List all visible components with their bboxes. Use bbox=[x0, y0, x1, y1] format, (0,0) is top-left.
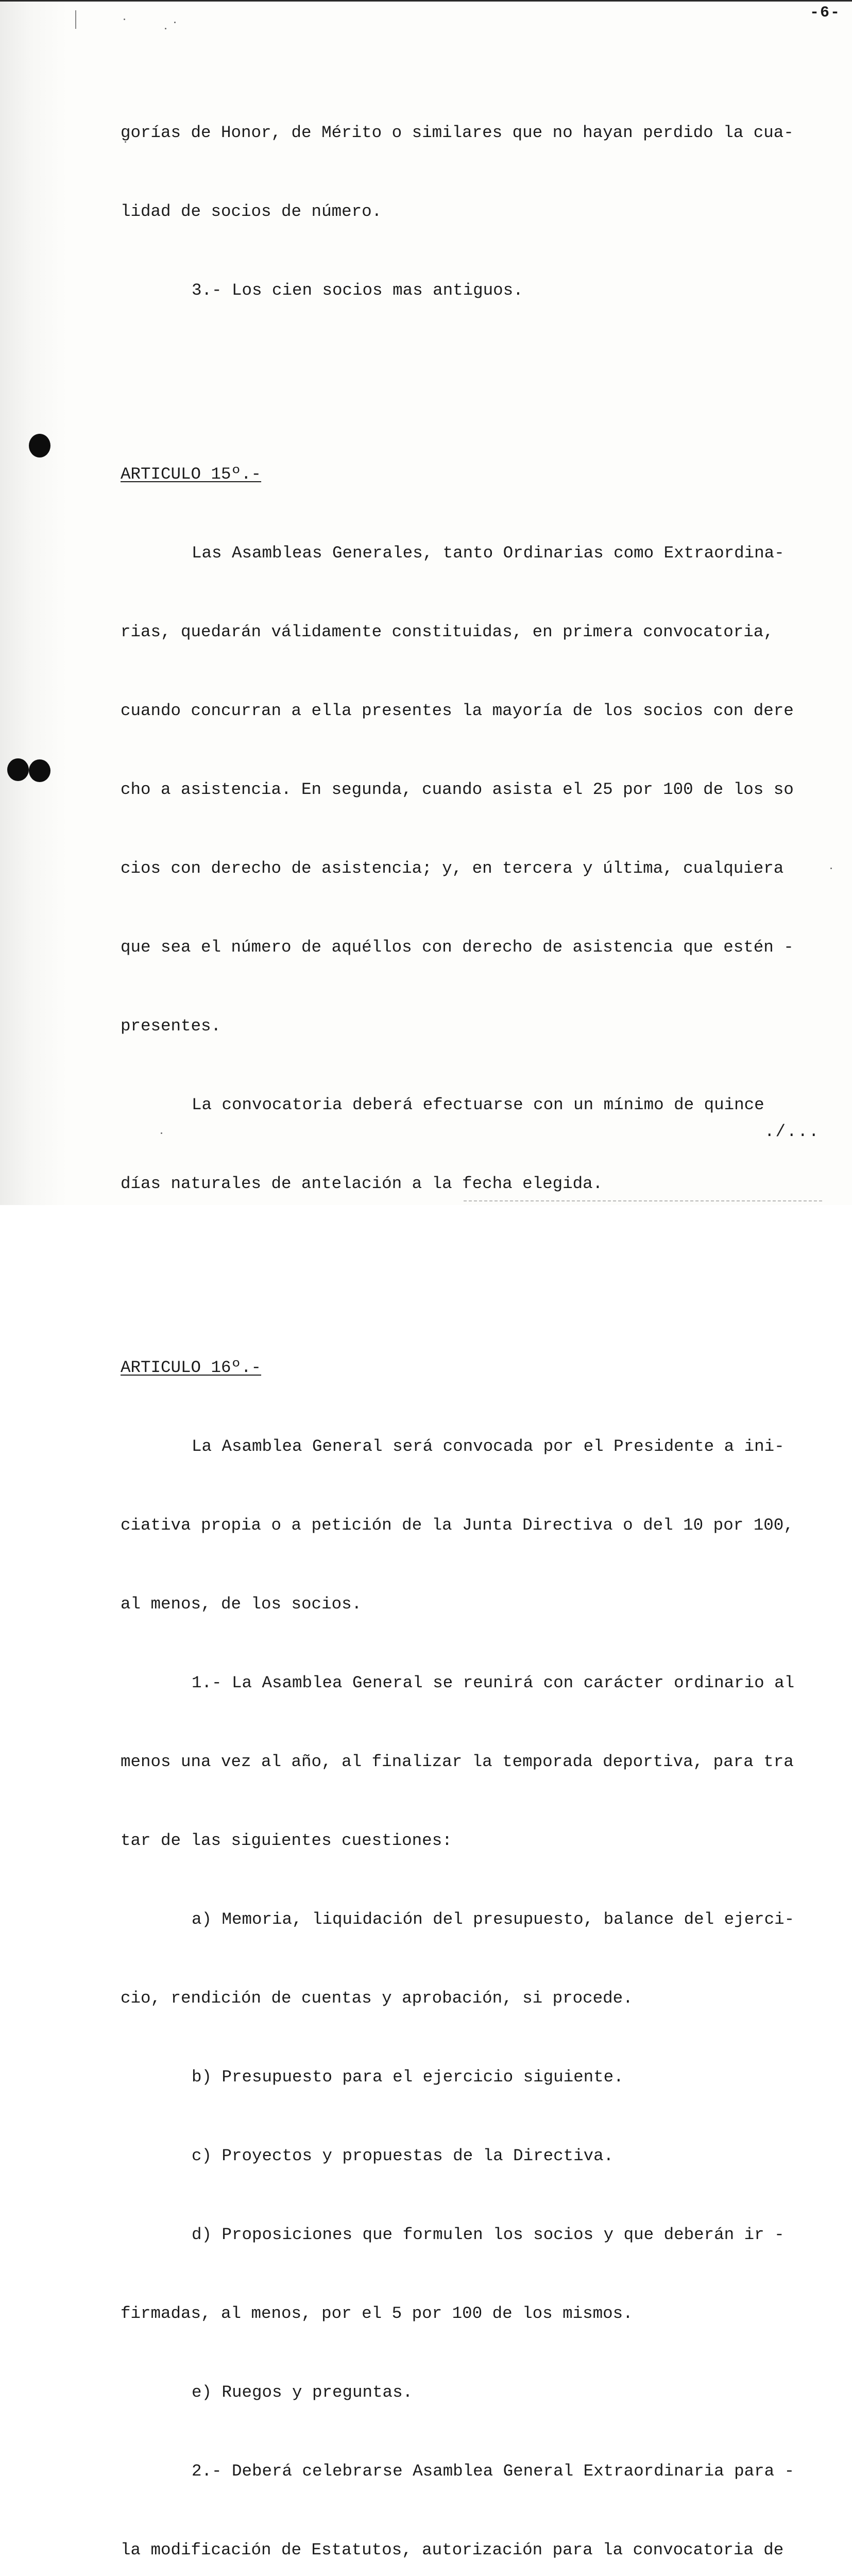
article-heading: ARTICULO 15º.- bbox=[121, 465, 262, 484]
list-item: 3.- Los cien socios mas antiguos. bbox=[192, 281, 523, 300]
body-line: La Asamblea General será convocada por el Presidente a ini- bbox=[192, 1437, 785, 1456]
body-line: cuando concurran a ella presentes la mayoría de los socios con dere bbox=[121, 701, 794, 720]
punch-hole-3 bbox=[29, 759, 50, 782]
body-line: cio, rendición de cuentas y aprobación, si procede. bbox=[121, 1989, 633, 2008]
continuation-mark: ./... bbox=[764, 1122, 820, 1141]
body-line: La convocatoria deberá efectuarse con un mínimo de quince bbox=[192, 1095, 764, 1114]
body-line: firmadas, al menos, por el 5 por 100 de los mismos. bbox=[121, 2304, 633, 2323]
list-item: a) Memoria, liquidación del presupuesto, balance del ejerci- bbox=[192, 1910, 795, 1929]
punch-hole-1 bbox=[29, 434, 50, 457]
document-body bbox=[121, 67, 821, 2576]
spacer bbox=[121, 1249, 821, 1276]
body-line: presentes. bbox=[121, 1016, 221, 1036]
list-item: b) Presupuesto para el ejercicio siguiente. bbox=[192, 2067, 624, 2087]
page-number: -6- bbox=[810, 4, 841, 22]
scan-speck bbox=[174, 22, 176, 23]
body-line: lidad de socios de número. bbox=[121, 202, 382, 221]
body-line: días naturales de antelación a la fecha elegida. bbox=[121, 1174, 603, 1193]
body-line: cios con derecho de asistencia; y, en tercera y última, cualquiera bbox=[121, 859, 784, 878]
punch-hole-2 bbox=[7, 758, 29, 781]
scan-speck bbox=[124, 19, 125, 20]
body-line: que sea el número de aquéllos con derecho de asistencia que estén - bbox=[121, 938, 794, 957]
scan-speck bbox=[830, 868, 832, 869]
body-line: la modificación de Estatutos, autorización para la convocatoria de bbox=[121, 2540, 784, 2560]
scan-top-edge bbox=[0, 0, 852, 2]
body-line: menos una vez al año, al finalizar la temporada deportiva, para tra bbox=[121, 1752, 794, 1771]
margin-mark bbox=[75, 10, 76, 29]
list-item: d) Proposiciones que formulen los socios y que deberán ir - bbox=[192, 2225, 785, 2244]
body-line: gorías de Honor, de Mérito o similares que no hayan perdido la cua- bbox=[121, 123, 794, 142]
body-line: Las Asambleas Generales, tanto Ordinarias como Extraordina- bbox=[192, 544, 785, 563]
list-item: 2.- Deberá celebrarse Asamblea General Extraordinaria para - bbox=[192, 2462, 795, 2481]
list-item: 1.- La Asamblea General se reunirá con carácter ordinario al bbox=[192, 1673, 795, 1692]
spacer bbox=[121, 356, 821, 382]
body-line: al menos, de los socios. bbox=[121, 1595, 362, 1614]
body-line: rias, quedarán válidamente constituidas, en primera convocatoria, bbox=[121, 622, 774, 641]
body-line: cho a asistencia. En segunda, cuando asista el 25 por 100 de los so bbox=[121, 780, 794, 799]
body-line: ciativa propia o a petición de la Junta Directiva o del 10 por 100, bbox=[121, 1516, 794, 1535]
list-item: e) Ruegos y preguntas. bbox=[192, 2383, 413, 2402]
list-item: c) Proyectos y propuestas de la Directiva. bbox=[192, 2146, 614, 2165]
scan-speck bbox=[165, 28, 166, 29]
body-line: tar de las siguientes cuestiones: bbox=[121, 1831, 452, 1850]
article-heading: ARTICULO 16º.- bbox=[121, 1358, 262, 1377]
scan-edge-shadow bbox=[0, 0, 67, 1205]
